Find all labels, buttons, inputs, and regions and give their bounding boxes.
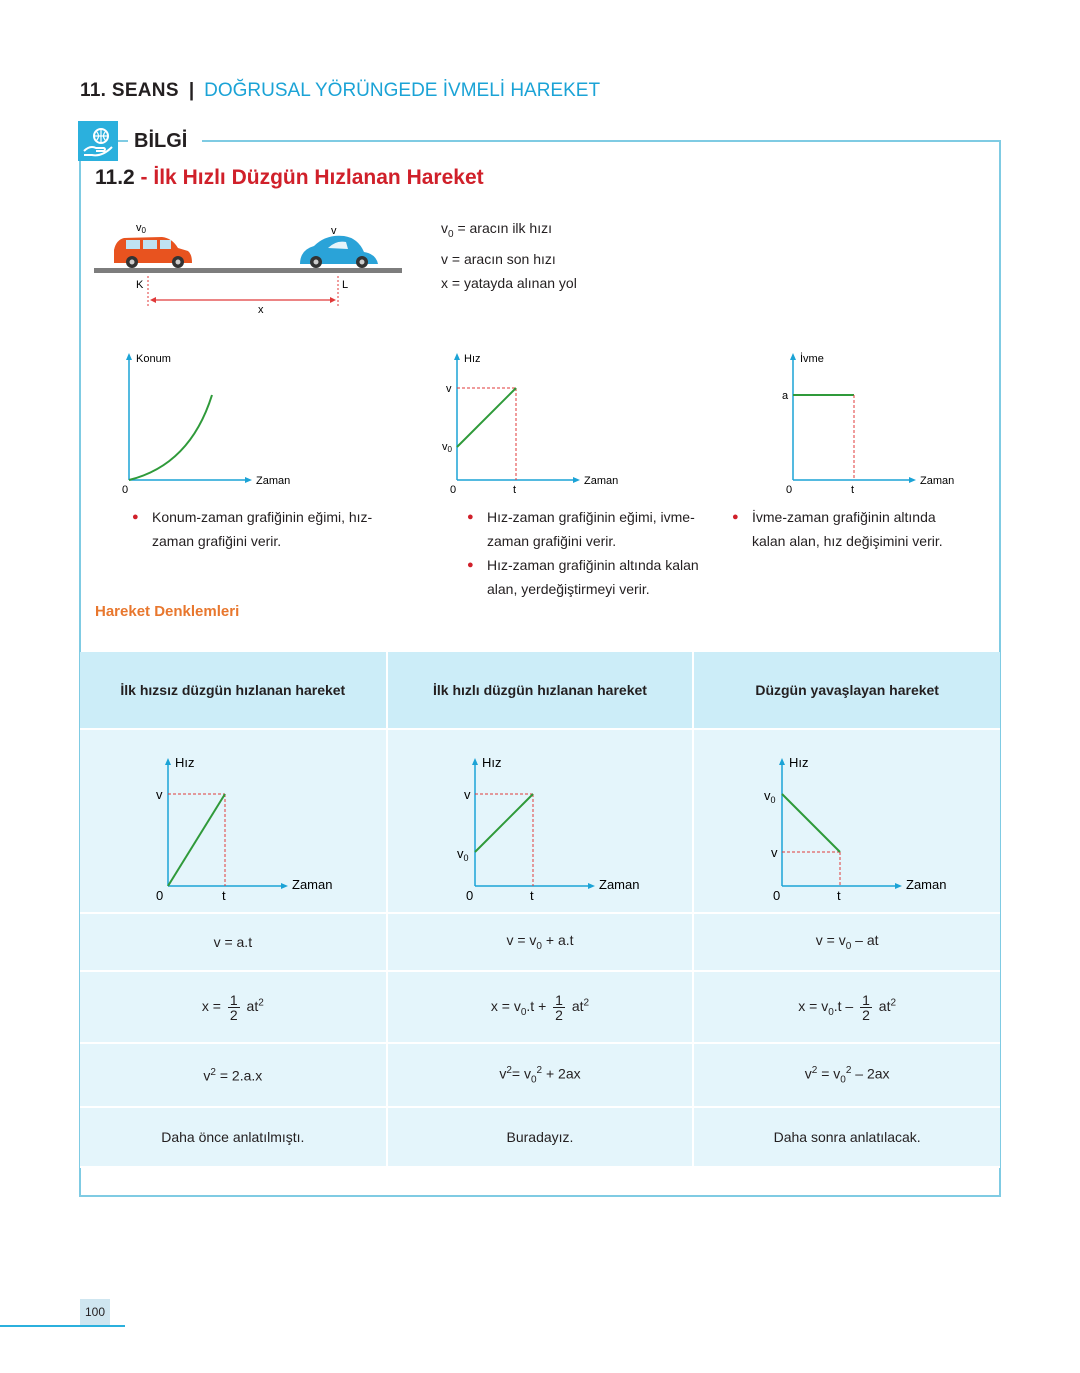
page-header (80, 80, 600, 102)
session-label: 11. SEANS (80, 80, 179, 101)
y-axis-label: İvme (800, 353, 824, 365)
origin-label: 0 (122, 484, 129, 496)
position-time-graph (110, 345, 310, 505)
car-icon (300, 236, 378, 268)
y-axis-label: Konum (136, 353, 171, 365)
note-cell: Daha sonra anlatılacak. (693, 1107, 1000, 1167)
table-row (80, 729, 1000, 913)
equation-cell: $v = v_0$ – at (693, 913, 1000, 971)
velocity-time-graph (438, 345, 638, 505)
y-axis-label: Hız (789, 754, 809, 770)
header-separator: | (188, 80, 195, 101)
x-axis-label: Zaman (598, 876, 640, 892)
velocity-graph-no-initial (133, 740, 333, 900)
graph-cell (387, 729, 694, 913)
t-tick: t (221, 887, 226, 900)
note-cell: Daha önce anlatılmıştı. (80, 1107, 387, 1167)
x-axis-label: Zaman (584, 475, 619, 487)
info-icon (78, 121, 118, 161)
y-axis-label: Hız (174, 754, 195, 770)
table-header-row (80, 652, 1000, 729)
velocity-notes (467, 505, 722, 601)
car-icon (114, 237, 192, 268)
table-row (80, 1107, 1000, 1167)
cars-figure (92, 218, 407, 318)
k-label: K (136, 279, 144, 291)
origin-label: 0 (450, 484, 457, 496)
v-tick: v (446, 383, 452, 395)
x-axis-label: Zaman (906, 876, 947, 892)
velocity-line (168, 794, 225, 886)
v0-label: v0 (136, 222, 146, 235)
equation-cell: x = $\frac{1}{2}$ $at^2$ (80, 971, 387, 1043)
x-label: x (258, 304, 264, 316)
y-axis-label: Hız (481, 754, 502, 770)
road (94, 268, 402, 273)
section-name: İlk Hızlı Düzgün Hızlanan Hareket (153, 166, 484, 189)
velocity-line (782, 794, 840, 852)
topic-title: DOĞRUSAL YÖRÜNGEDE İVMELİ HAREKET (204, 80, 601, 101)
equation-cell: $x = v_0.t$ – $\frac{1}{2}$ $at^2$ (693, 971, 1000, 1043)
origin-label: 0 (786, 484, 793, 496)
acceleration-time-graph (774, 345, 974, 505)
equation-cell: v = a.t (80, 913, 387, 971)
origin-label: 0 (773, 887, 781, 900)
section-dash: - (134, 166, 154, 189)
origin-label: 0 (465, 887, 474, 900)
legend-item: v = aracın son hızı (441, 250, 556, 267)
x-axis-label: Zaman (291, 876, 333, 892)
x-axis-label: Zaman (920, 475, 955, 487)
equations-heading: Hareket Denklemleri (95, 603, 240, 620)
t-tick: t (513, 484, 517, 496)
v-tick: v (771, 844, 778, 860)
a-tick: a (782, 390, 789, 402)
acceleration-notes (732, 505, 962, 553)
section-number: 11.2 (95, 166, 135, 189)
equations-table (80, 652, 1000, 1168)
note-cell: Buradayız. (387, 1107, 694, 1167)
velocity-graph-decelerating (747, 740, 947, 900)
equation-cell: $v^2 = 2.a.x$ (80, 1043, 387, 1107)
table-row (80, 913, 1000, 971)
v0-tick: v0 (442, 441, 452, 454)
equation-cell: $v^2= v_0^2 + 2ax$ (387, 1043, 694, 1107)
l-label: L (342, 279, 349, 291)
v0-tick: $v_0$ (456, 845, 469, 863)
page-number: 100 (80, 1299, 110, 1325)
variable-legend (441, 216, 577, 295)
section-title (95, 166, 484, 190)
table-row (80, 1043, 1000, 1107)
table-row (80, 971, 1000, 1043)
equation-cell: $v^2 = v_0^2 - 2ax$ (693, 1043, 1000, 1107)
equation-cell: $x = v_0.t$ + $\frac{1}{2}$ $at^2$ (387, 971, 694, 1043)
v-label: v (331, 225, 337, 237)
t-tick: t (851, 484, 855, 496)
legend-item: $v_0$ = aracın ilk hızı (441, 220, 552, 240)
note-item: ● İvme-zaman grafiğinin altında kalan alan, hız değişimini verir. (732, 505, 962, 553)
v-tick: v (155, 786, 163, 802)
equation-cell: $v = v_0 + a.t$ (387, 913, 694, 971)
position-curve (129, 395, 212, 480)
page-number-rule (0, 1325, 125, 1327)
graph-cell (693, 729, 1000, 913)
velocity-line (457, 388, 516, 447)
info-label: BİLGİ (128, 130, 202, 154)
note-item: ● Konum-zaman grafiğinin eğimi, hız-zaman grafiğini verir. (132, 505, 392, 553)
graph-cell (80, 729, 387, 913)
y-axis-label: Hız (464, 353, 481, 365)
t-tick: t (837, 887, 841, 900)
origin-label: 0 (155, 887, 164, 900)
note-item: ● Hız-zaman grafiğinin altında kalan alan, yerdeğiştirmeyi verir. (467, 553, 722, 601)
v0-tick: $v_0$ (764, 787, 776, 805)
position-notes (132, 505, 392, 553)
note-item: ● Hız-zaman grafiğinin eğimi, ivme-zaman grafiğini verir. (467, 505, 722, 553)
x-axis-label: Zaman (256, 475, 291, 487)
column-title: İlk hızsız düzgün hızlanan hareket (80, 652, 387, 729)
legend-item: x = yatayda alınan yol (441, 274, 577, 291)
v-tick: v (463, 786, 471, 802)
column-title: İlk hızlı düzgün hızlanan hareket (387, 652, 694, 729)
velocity-line (475, 794, 533, 852)
velocity-graph-with-initial (440, 740, 640, 900)
t-tick: t (529, 887, 534, 900)
column-title: Düzgün yavaşlayan hareket (693, 652, 1000, 729)
